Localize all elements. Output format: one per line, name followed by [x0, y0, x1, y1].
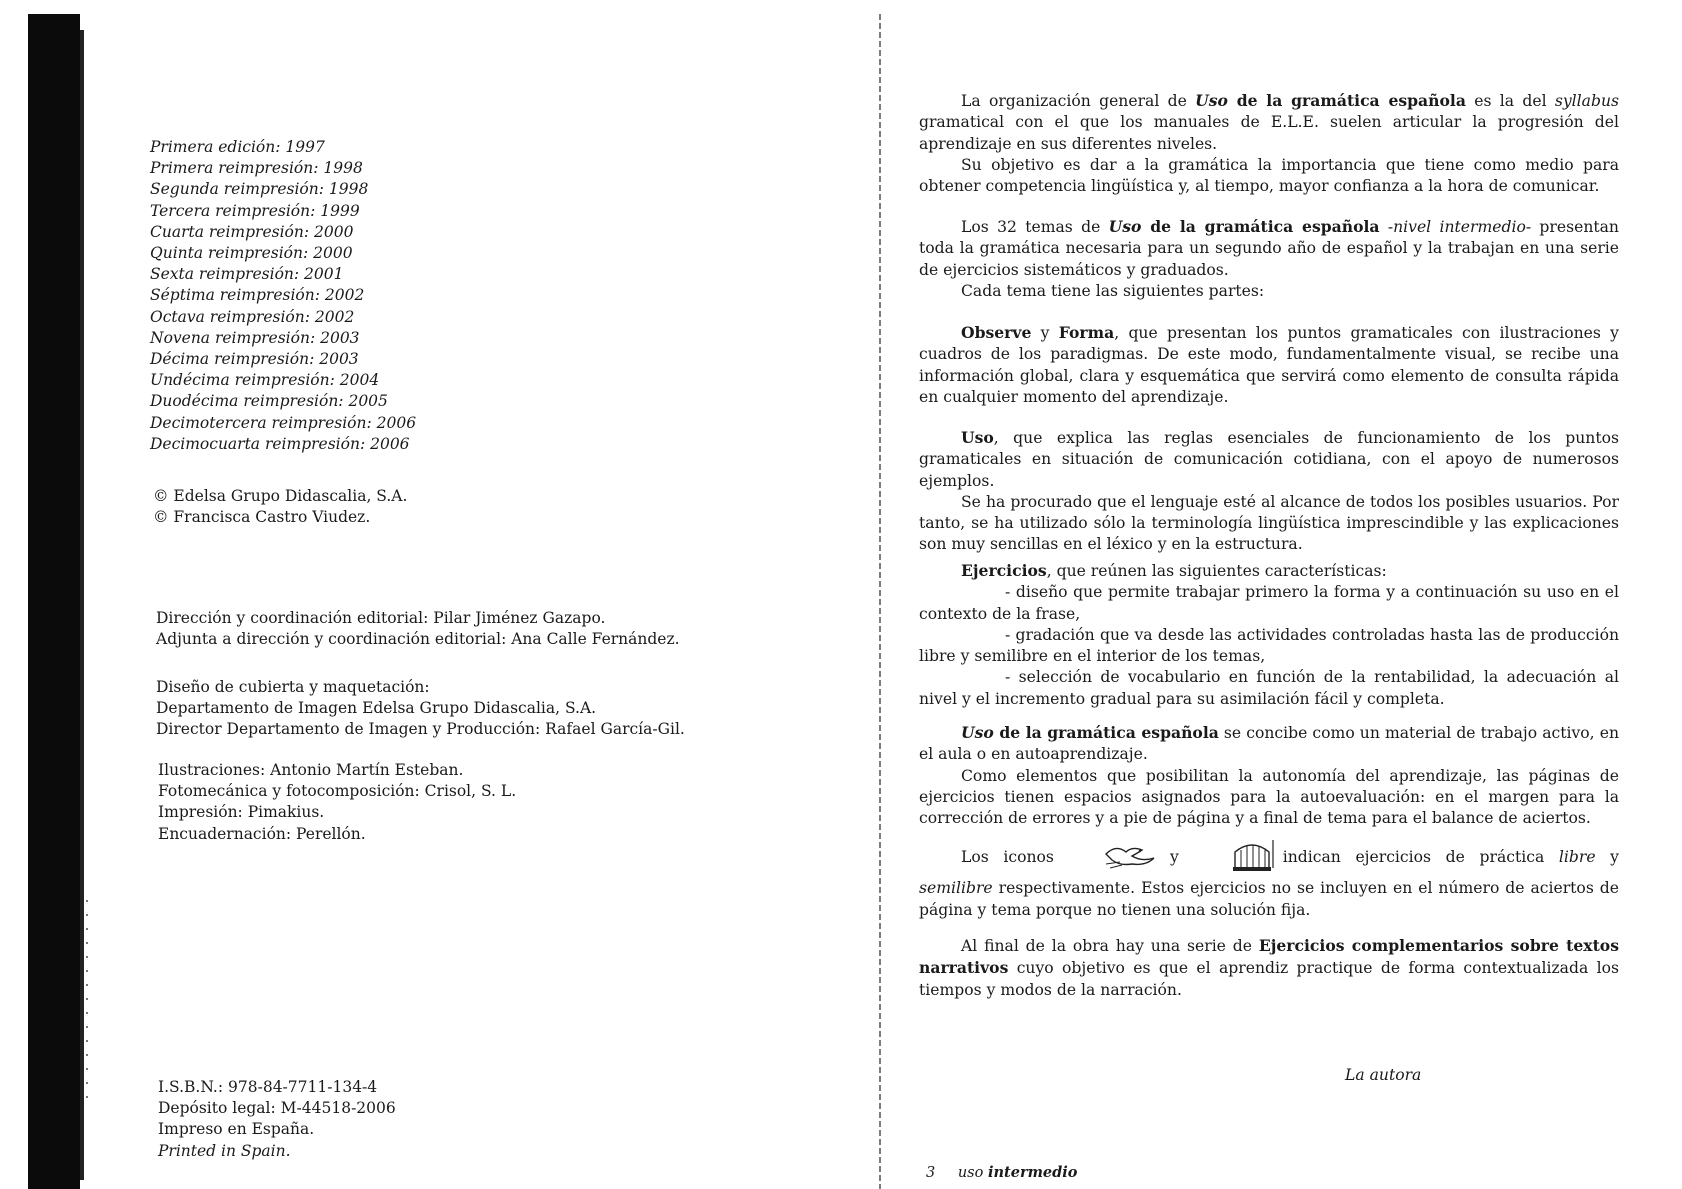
edition-line: Primera edición: 1997 — [150, 138, 325, 156]
icons-section — [919, 838, 1619, 921]
printed-location: Impreso en España. — [158, 1120, 315, 1139]
bird-icon — [1060, 840, 1164, 876]
edition-line: Decimotercera reimpresión: 2006 — [150, 413, 417, 432]
parts-intro: Cada tema tiene las siguientes partes: — [961, 281, 1265, 300]
credit-line: Diseño de cubierta y maquetación: — [156, 678, 430, 696]
credit-line: Impresión: Pimakius. — [158, 803, 325, 822]
credit-line: Encuadernación: Perellón. — [158, 824, 366, 843]
level-name: intermedio — [987, 1164, 1078, 1181]
edition-line: Undécima reimpresión: 2004 — [150, 371, 380, 390]
cage-icon — [1185, 838, 1277, 878]
exercise-feature: - gradación que va desde las actividades controladas hasta las de producción libre y semilibre en el interior de los temas, — [919, 625, 1619, 666]
material-paragraph: Uso de la gramática española se concibe como un material de trabajo activo, en el aula o en autoaprendizaje. — [919, 723, 1619, 764]
language-paragraph: Se ha procurado que el lenguaje esté al alcance de todos los posibles usuarios. Por tanto, se ha utilizado sólo la terminología lingüística imprescindible y las explicaciones son muy sencillas en el léxico y en la estructura. — [919, 492, 1619, 554]
page-number: 3 — [926, 1165, 936, 1181]
credit-line: Fotomecánica y fotocomposición: Crisol, S. L. — [158, 782, 517, 801]
isbn: I.S.B.N.: 978-84-7711-134-4 — [158, 1078, 378, 1096]
intro-section — [919, 90, 1619, 197]
page-footer — [926, 1164, 1077, 1181]
credit-line: Director Departamento de Imagen y Producción: Rafael García-Gil. — [156, 720, 685, 739]
copyright-block — [153, 486, 407, 528]
edition-line: Segunda reimpresión: 1998 — [150, 180, 369, 199]
book-spine — [879, 14, 881, 1189]
usage-section — [919, 427, 1619, 556]
edition-line: Novena reimpresión: 2003 — [150, 328, 360, 347]
edition-line: Decimocuarta reimpresión: 2006 — [150, 434, 410, 453]
printed-in-spain: Printed in Spain. — [158, 1141, 291, 1160]
final-section — [919, 935, 1619, 1001]
edition-line: Duodécima reimpresión: 2005 — [150, 392, 388, 411]
author-signature: La autora — [1345, 1066, 1422, 1084]
intro-paragraph: La organización general de Uso de la gramática española es la del syllabus gramatical con el que los manuales de E.L.E. suelen articular la progresión del aprendizaje en sus diferentes niveles. — [919, 91, 1619, 153]
edition-line: Séptima reimpresión: 2002 — [150, 286, 365, 305]
credit-line: Ilustraciones: Antonio Martín Esteban. — [158, 761, 464, 779]
edition-line: Décima reimpresión: 2003 — [150, 350, 359, 369]
edition-history — [150, 137, 416, 455]
edition-line: Quinta reimpresión: 2000 — [150, 244, 353, 263]
credit-line: Dirección y coordinación editorial: Pilar Jiménez Gazapo. — [156, 609, 606, 627]
exercise-feature: - diseño que permite trabajar primero la forma y a continuación su uso en el contexto de la frase, — [919, 583, 1619, 623]
copyright-line: © Edelsa Grupo Didascalia, S.A. — [153, 487, 408, 505]
final-paragraph: Al final de la obra hay una serie de Ejercicios complementarios sobre textos narrativos cuyo objetivo es que el aprendiz practique de forma contextualizada los tiempos y modos de la narración. — [919, 936, 1619, 999]
copyright-line: © Francisca Castro Viudez. — [153, 508, 371, 527]
autonomy-paragraph: Como elementos que posibilitan la autonomía del aprendizaje, las páginas de ejercicios tienen espacios asignados para la autoevaluación: en el margen para la corrección de errores y a pie de página y a final de tema para el balance de aciertos. — [919, 766, 1619, 828]
legal-deposit: Depósito legal: M-44518-2006 — [158, 1099, 396, 1118]
edition-line: Tercera reimpresión: 1999 — [150, 201, 360, 220]
series-name: uso — [957, 1165, 984, 1181]
themes-section — [919, 216, 1619, 302]
credit-line: Departamento de Imagen Edelsa Grupo Didascalia, S.A. — [156, 699, 597, 718]
edition-line: Sexta reimpresión: 2001 — [150, 265, 344, 284]
exercise-feature: - selección de vocabulario en función de la rentabilidad, la adecuación al nivel y el incremento gradual para su asimilación fácil y completa. — [919, 668, 1619, 708]
legal-info — [158, 1077, 396, 1162]
credit-line: Adjunta a dirección y coordinación editorial: Ana Calle Fernández. — [156, 630, 680, 649]
edition-line: Cuarta reimpresión: 2000 — [150, 222, 354, 241]
observe-paragraph: Observe y Forma, que presentan los puntos gramaticales con ilustraciones y cuadros de los paradigmas. De este modo, fundamentalmente visual, se recibe una información global, clara y esquemática que servirá como elemento de consulta rápida en cualquier momento del aprendizaje. — [919, 323, 1619, 406]
editorial-credits — [156, 608, 680, 650]
material-section — [919, 722, 1619, 829]
production-credits — [158, 760, 516, 845]
objective-paragraph: Su objetivo es dar a la gramática la importancia que tiene como medio para obtener competencia lingüística y, al tiempo, mayor confianza a la hora de comunicar. — [919, 155, 1619, 196]
exercises-section — [919, 560, 1619, 710]
exercises-paragraph: Ejercicios, que reúnen las siguientes características: — [961, 561, 1387, 580]
observe-section — [919, 322, 1619, 408]
icons-paragraph: Los iconos y indican ejercicios de práctica libre y semilibre respectivamente. Estos ejercicios no se incluyen en el número de aciertos de página y tema porque no tienen una solución fija. — [919, 838, 1619, 921]
edition-line: Octava reimpresión: 2002 — [150, 307, 355, 326]
themes-paragraph: Los 32 temas de Uso de la gramática española -nivel intermedio- presentan toda la gramática necesaria para un segundo año de español y la trabajan en una serie de ejercicios sistemáticos y graduados. — [919, 217, 1619, 279]
design-credits — [156, 677, 685, 741]
edition-line: Primera reimpresión: 1998 — [150, 159, 363, 178]
usage-paragraph: Uso, que explica las reglas esenciales de funcionamiento de los puntos gramaticales en situación de comunicación cotidiana, con el apoyo de numerosos ejemplos. — [919, 428, 1619, 490]
